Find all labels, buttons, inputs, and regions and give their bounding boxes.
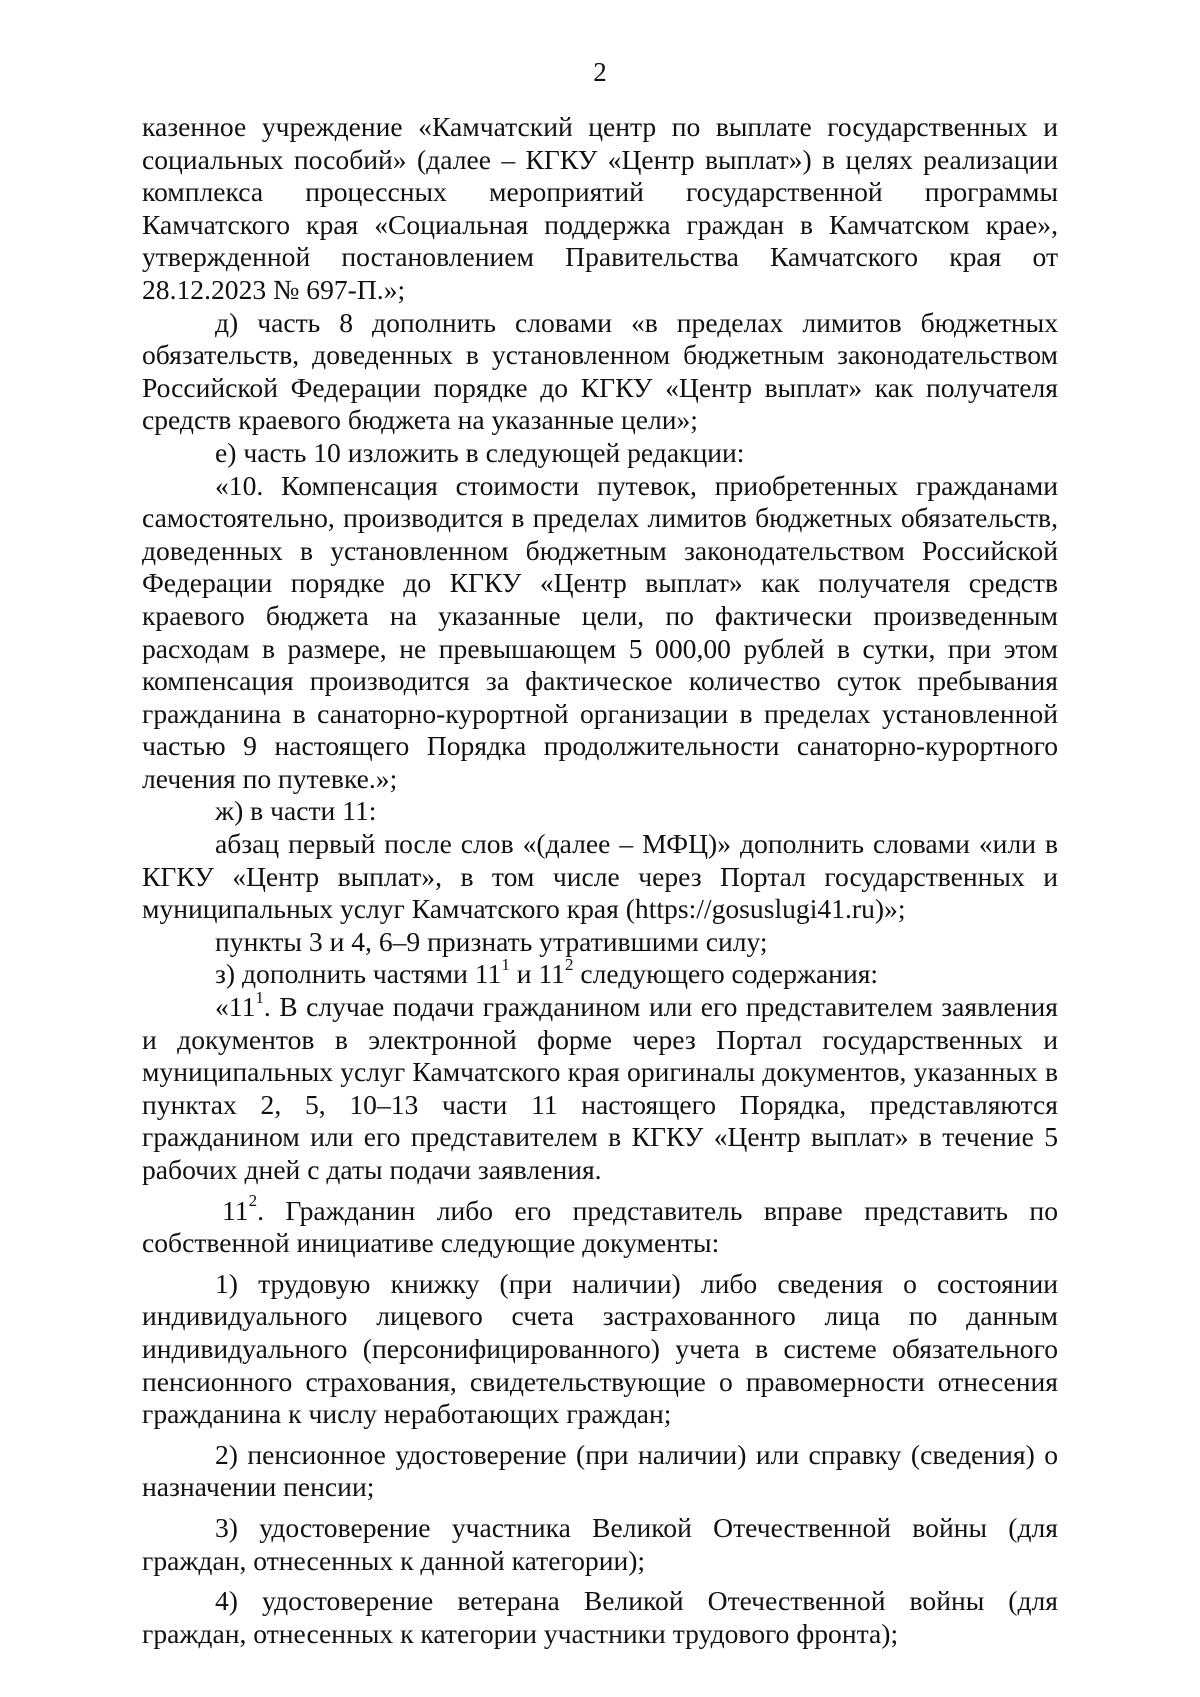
paragraph-part-11-2 [142, 1191, 1058, 1260]
superscript: 2 [564, 955, 574, 975]
list-item-1: 1) трудовую книжку (при наличии) либо сведения о состоянии индивидуального лицевого счета застрахованного лица по данным индивидуального (персонифицированного) учета в системе обязательного пенсионного страхования, свидетельствующие о правомерности отнесения гражданина к числу неработающих граждан; [142, 1267, 1058, 1430]
superscript: 2 [248, 1191, 258, 1211]
text-run: 11 [222, 1194, 249, 1226]
paragraph-part-10: «10. Компенсация стоимости путевок, приобретенных гражданами самостоятельно, производится в пределах лимитов бюджетных обязательств, доведенных в установленном бюджетным законодательством Российской Федерации порядке до КГКУ «Центр выплат» как получателя средств краевого бюджета на указанные цели, по фактически произведенным расходам в размере, не превышающем 5 000,00 рублей в сутки, при этом компенсация производится за фактическое количество суток пребывания гражданина в санаторно-курортной организации в пределах установленной частью 9 настоящего Порядка продолжительности санаторно-курортного лечения по путевке.»; [142, 469, 1058, 794]
text-run: . В случае подачи гражданином или его представителем заявления и документов в электронной форме через Портал государственных и муниципальных услуг Камчатского края оригиналы документов, указанных в пунктах 2, 5, 10–13 части 11 настоящего Порядка, представляются гражданином или его представителем в КГКУ «Центр выплат» в течение 5 рабочих дней с даты подачи заявления. [142, 991, 1058, 1185]
paragraph-item-z [142, 955, 1058, 991]
paragraph-first-abzac: абзац первый после слов «(далее – МФЦ)» дополнить словами «или в КГКУ «Центр выплат», в том числе через Портал государственных и муниципальных услуг Камчатского края (https://gosuslugi41.ru)»; [142, 828, 1058, 925]
paragraph-points-repealed: пункты 3 и 4, 6–9 признать утратившими силу; [215, 925, 768, 957]
paragraph-continuation: казенное учреждение «Камчатский центр по выплате государственных и социальных пособий» (далее – КГКУ «Центр выплат») в целях реализации комплекса процессных мероприятий государственной программы Камчатского края «Социальная поддержка граждан в Камчатском крае», утвержденной постановлением Правительства Камчатского края от 28.12.2023 № 697-П.»; [142, 111, 1058, 305]
text-run: и 11 [509, 958, 565, 990]
document-body [142, 111, 1058, 1650]
paragraph-item-zh: ж) в части 11: [215, 795, 377, 827]
paragraph-item-e: е) часть 10 изложить в следующей редакции: [215, 436, 745, 468]
list-item-4: 4) удостоверение ветерана Великой Отечественной войны (для граждан, отнесенных к категории участники трудового фронта); [142, 1585, 1058, 1649]
superscript: 1 [501, 955, 510, 975]
superscript: 1 [255, 987, 264, 1007]
text-run: з) дополнить частями 11 [215, 958, 502, 990]
text-run: «11 [215, 991, 256, 1023]
paragraph-item-d: д) часть 8 дополнить словами «в пределах лимитов бюджетных обязательств, доведенных в установленном бюджетным законодательством Российской Федерации порядке до КГКУ «Центр выплат» как получателя средств краевого бюджета на указанные цели»; [142, 306, 1058, 436]
list-item-3: 3) удостоверение участника Великой Отечественной войны (для граждан, отнесенных к данной категории); [142, 1511, 1058, 1576]
paragraph-part-11-1 [142, 987, 1058, 1187]
text-run: следующего содержания: [573, 958, 879, 990]
list-item-2: 2) пенсионное удостоверение (при наличии) или справку (сведения) о назначении пенсии; [142, 1438, 1058, 1503]
text-run: . Гражданин либо его представитель вправе представить по собственной инициативе следующие документы: [142, 1194, 1058, 1259]
page-number: 2 [593, 57, 607, 87]
